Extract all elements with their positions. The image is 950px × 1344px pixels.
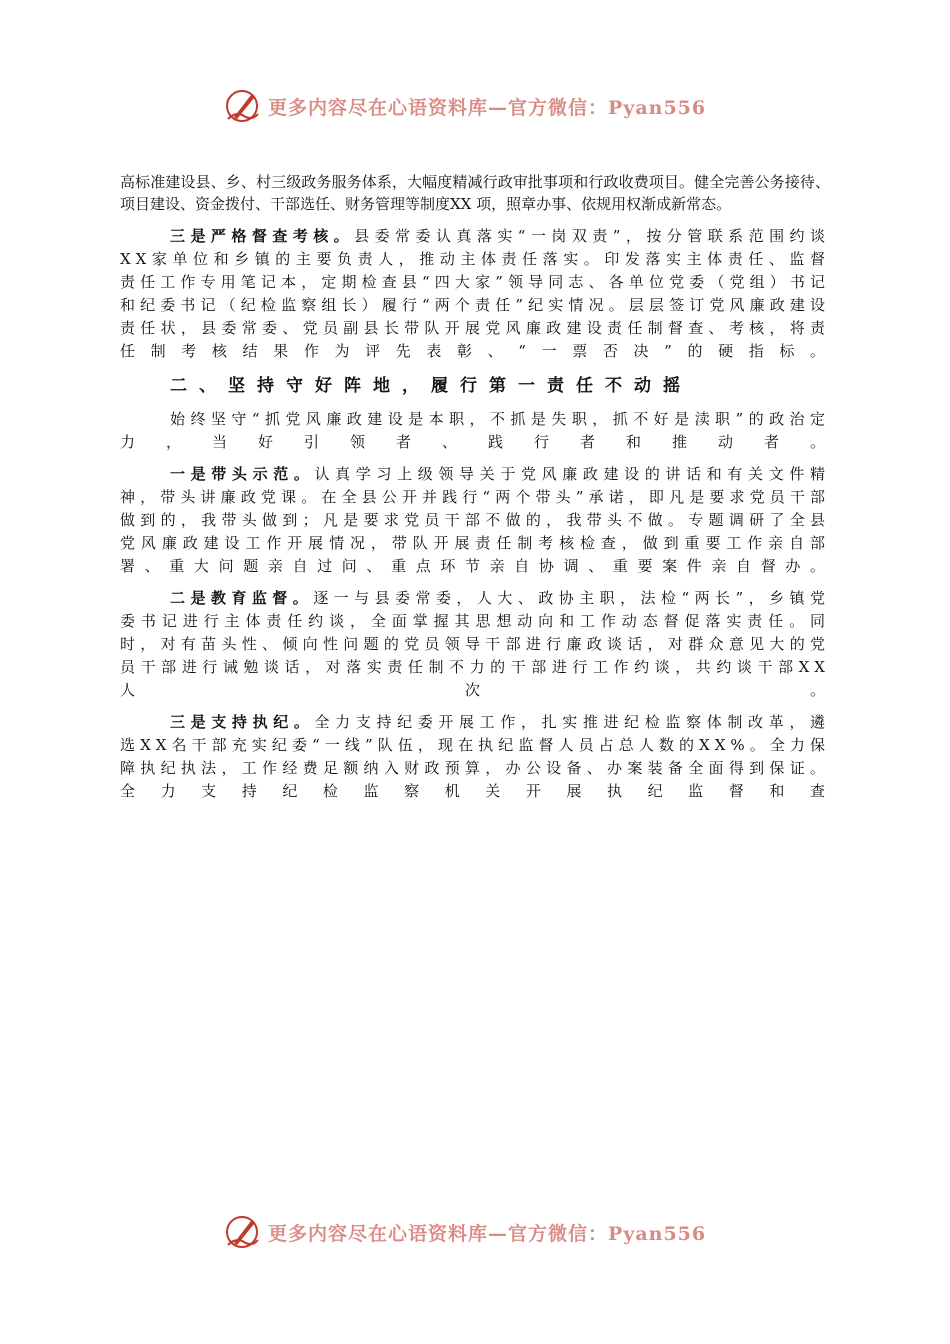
paragraph-education-supervision — [120, 587, 830, 702]
paragraph-body: 县委常委认真落实“一岗双责”，按分管联系范围约谈XX家单位和乡镇的主要负责人，推动主体责任落实。印发落实主体责任、监督责任工作专用笔记本，定期检查县“四大家”领导同志、各单位党委（党组）书记和纪委书记（纪检监察组长）履行“两个责任”纪实情况。层层签订党风廉政建设责任状，县委常委、党员副县长带队开展党风廉政建设责任制督查、考核，将责任制考核结果作为评先表彰、“一票否决”的硬指标。 — [120, 227, 830, 360]
pen-seal-icon — [222, 1212, 262, 1252]
document-body — [120, 171, 830, 812]
banner-text: 更多内容尽在心语资料库—官方微信：Pyan556 — [268, 1222, 707, 1245]
paragraph-body: 认真学习上级领导关于党风廉政建设的讲话和有关文件精神，带头讲廉政党课。在全县公开并践行“两个带头”承诺，即凡是要求党员干部做到的，我带头做到；凡是要求党员干部不做的，我带头不做。专题调研了全县党风廉政建设工作开展情况，带队开展责任制考核检查，做到重要工作亲自部署、重大问题亲自过问、重点环节亲自协调、重要案件亲自督办。 — [120, 465, 830, 575]
paragraph-lead: 二是教育监督。 — [170, 589, 314, 607]
paragraph-support-discipline — [120, 711, 830, 803]
banner-text: 更多内容尽在心语资料库—官方微信：Pyan556 — [268, 96, 707, 119]
paragraph-lead: 一是带头示范。 — [170, 465, 315, 483]
header-watermark-banner — [222, 84, 742, 128]
intro-paragraph: 高标准建设县、乡、村三级政务服务体系，大幅度精减行政审批事项和行政收费项目。健全完善公务接待、项目建设、资金拨付、干部选任、财务管理等制度XX 项，照章办事、依规用权渐成新常态。 — [120, 173, 830, 213]
pen-seal-icon — [222, 86, 262, 126]
paragraph-lead: 三是支持执纪。 — [170, 713, 315, 731]
paragraph-lead-by-example — [120, 463, 830, 578]
section-heading-2: 二、坚持守好阵地，履行第一责任不动摇 — [170, 376, 692, 396]
paragraph-section-intro: 始终坚守“抓党风廉政建设是本职，不抓是失职，抓不好是渎职”的政治定力，当好引领者、践行者和推动者。 — [120, 410, 830, 451]
paragraph-strict-inspection — [120, 225, 830, 363]
paragraph-lead: 三是严格督查考核。 — [170, 227, 355, 245]
paragraph-body: 逐一与县委常委，人大、政协主职，法检“两长”，乡镇党委书记进行主体责任约谈，全面掌握其思想动向和工作动态督促落实责任。同时，对有苗头性、倾向性问题的党员领导干部进行廉政谈话，对群众意见大的党员干部进行诫勉谈话，对落实责任制不力的干部进行工作约谈，共约谈干部XX人次。 — [120, 589, 830, 699]
footer-watermark-banner — [222, 1210, 742, 1254]
paragraph-body: 全力支持纪委开展工作，扎实推进纪检监察体制改革，遴选XX名干部充实纪委“一线”队伍，现在执纪监督人员占总人数的XX%。全力保障执纪执法，工作经费足额纳入财政预算，办公设备、办案装备全面得到保证。全力支持纪检监察机关开展执纪监督和查 — [120, 713, 830, 800]
